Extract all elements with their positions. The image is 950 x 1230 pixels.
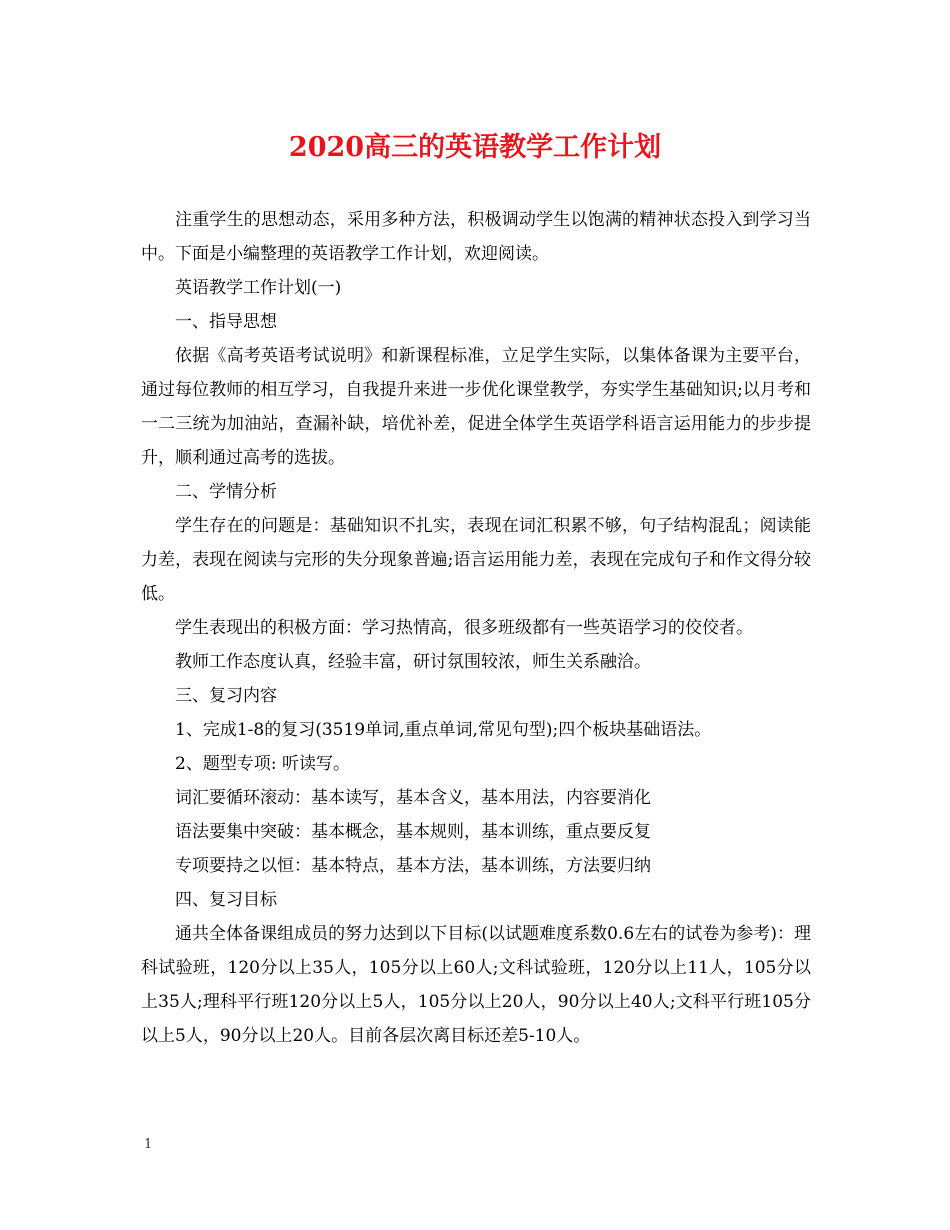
paragraph-plan-heading: 英语教学工作计划(一) — [175, 278, 342, 298]
document-body — [141, 203, 811, 1053]
paragraph-review-goals: 通共全体备课组成员的努力达到以下目标(以试题难度系数0.6左右的试卷为参考)：理科试验班，120分以上35人，105分以上60人;文科试验班，120分以上11人，105分以上35人;理科平行班120分以上5人，105分以上20人，90分以上40人;文科平行班105分以上5人，90分以上20人。目前各层次离目标还差5-10人。 — [141, 924, 811, 1046]
section-heading-guiding-ideology: 一、指导思想 — [175, 312, 277, 332]
section-heading-student-analysis: 二、学情分析 — [175, 482, 277, 502]
paragraph-vocabulary: 词汇要循环滚动：基本读写，基本含义，基本用法，内容要消化 — [175, 788, 651, 808]
paragraph-student-positives: 学生表现出的积极方面：学习热情高，很多班级都有一些英语学习的佼佼者。 — [175, 618, 753, 638]
paragraph-special-topics: 专项要持之以恒：基本特点，基本方法，基本训练，方法要归纳 — [175, 856, 651, 876]
page-number: 1 — [144, 1137, 153, 1152]
paragraph-teacher-attitude: 教师工作态度认真，经验丰富，研讨氛围较浓，师生关系融洽。 — [175, 652, 651, 672]
list-item-review-1: 1、完成1-8的复习(3519单词,重点单词,常见句型);四个板块基础语法。 — [175, 720, 712, 740]
section-heading-review-content: 三、复习内容 — [175, 686, 277, 706]
paragraph-student-problems: 学生存在的问题是：基础知识不扎实，表现在词汇积累不够，句子结构混乱；阅读能力差，表现在阅读与完形的失分现象普遍;语言运用能力差，表现在完成句子和作文得分较低。 — [141, 516, 811, 604]
paragraph-guiding-ideology: 依据《高考英语考试说明》和新课程标准，立足学生实际，以集体备课为主要平台，通过每位教师的相互学习，自我提升来进一步优化课堂教学，夯实学生基础知识;以月考和一二三统为加油站，查漏补缺，培优补差，促进全体学生英语学科语言运用能力的步步提升，顺利通过高考的选拔。 — [141, 346, 811, 468]
paragraph-grammar: 语法要集中突破：基本概念，基本规则，基本训练，重点要反复 — [175, 822, 651, 842]
document-title: 2020高三的英语教学工作计划 — [288, 132, 662, 163]
section-heading-review-goals: 四、复习目标 — [175, 890, 277, 910]
paragraph-intro: 注重学生的思想动态，采用多种方法，积极调动学生以饱满的精神状态投入到学习当中。下面是小编整理的英语教学工作计划，欢迎阅读。 — [141, 210, 811, 264]
list-item-review-2: 2、题型专项: 听读写。 — [175, 754, 350, 774]
